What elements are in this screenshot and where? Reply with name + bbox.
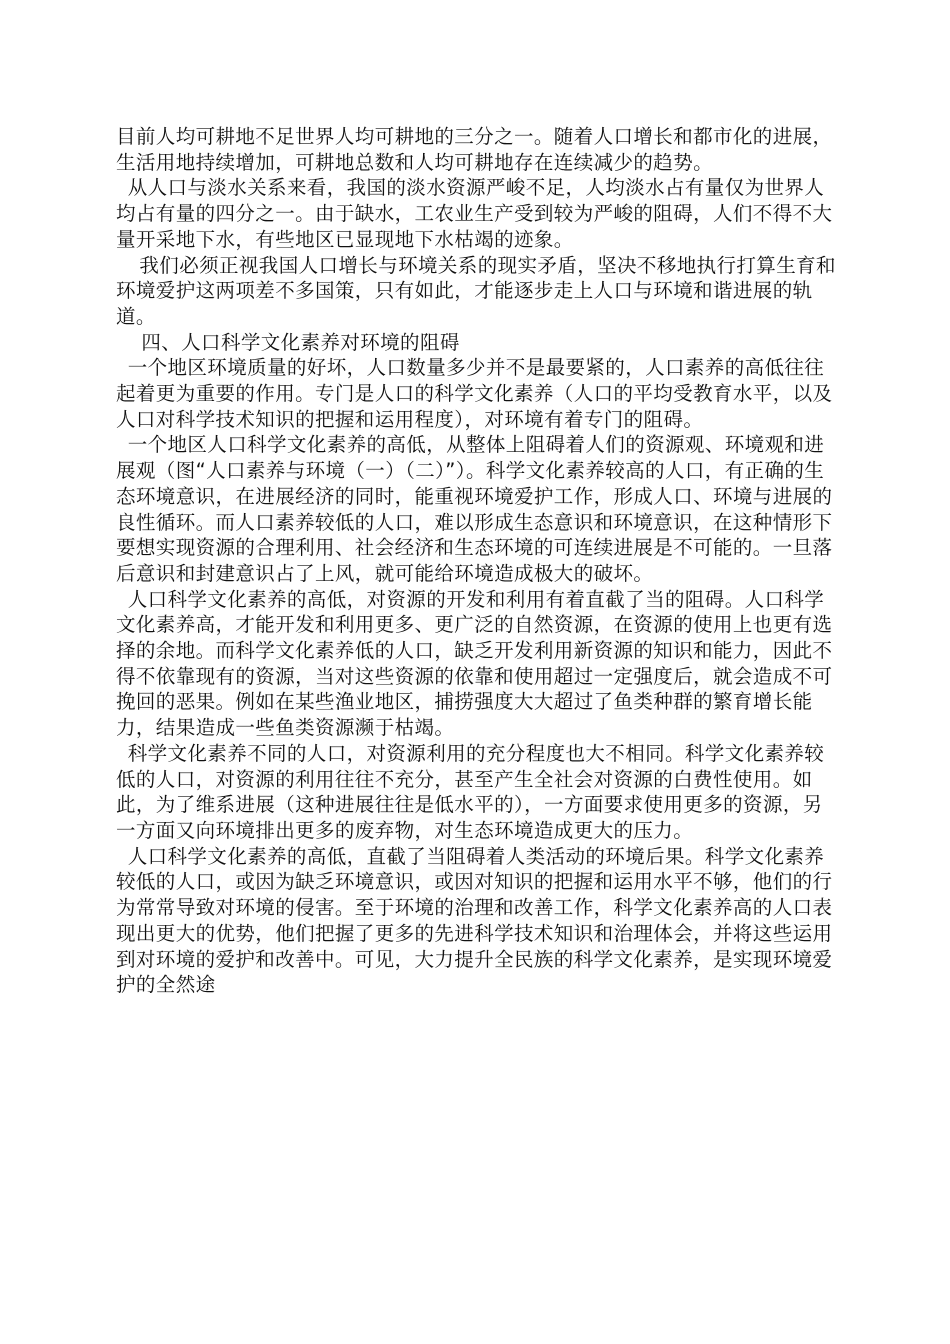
paragraph-environmental-consequences: 人口科学文化素养的高低，直截了当阻碍着人类活动的环境后果。科学文化素养较低的人口，或因为缺乏环境意识，或因对知识的把握和运用水平不够，他们的行为常常导致对环境的侵害。至于环境的治理和改善工作，科学文化素养高的人口表现出更大的优势，他们把握了更多的先进科学技术知识和治理体会，并将这些运用到对环境的爱护和改善中。可见，大力提升全民族的科学文化素养，是实现环境爱护的全然途 [116,844,833,997]
paragraph-resource-development: 人口科学文化素养的高低，对资源的开发和利用有着直截了当的阻碍。人口科学文化素养高，才能开发和利用更多、更广泛的自然资源，在资源的使用上也更有选择的余地。而科学文化素养低的人口，缺乏开发利用新资源的知识和能力，因此不得不依靠现有的资源，当对这些资源的依靠和使用超过一定强度后，就会造成不可挽回的恶果。例如在某些渔业地区，捕捞强度大大超过了鱼类种群的繁育增长能力，结果造成一些鱼类资源濒于枯竭。 [116,587,833,740]
document-body [116,124,836,998]
paragraph-resource-usage: 科学文化素养不同的人口，对资源利用的充分程度也大不相同。科学文化素养较低的人口，对资源的利用往往不充分，甚至产生全社会对资源的白费性使用。如此，为了维系进展（这种进展往往是低水平的），一方面要求使用更多的资源，另一方面又向环境排出更多的废弃物，对生态环境造成更大的压力。 [116,741,825,842]
paragraph-views: 一个地区人口科学文化素养的高低，从整体上阻碍着人们的资源观、环境观和进展观（图“人口素养与环境（一）（二）”）。科学文化素养较高的人口，有正确的生态环境意识，在进展经济的同时，能重视环境爱护工作，形成人口、环境与进展的良性循环。而人口素养较低的人口，难以形成生态意识和环境意识，在这种情形下要想实现资源的合理利用、社会经济和生态环境的可连续进展是不可能的。一旦落后意识和封建意识占了上风，就可能给环境造成极大的破坏。 [116,433,833,585]
paragraph-arable-land: 目前人均可耕地不足世界人均可耕地的三分之一。随着人口增长和都市化的进展，生活用地持续增加，可耕地总数和人均可耕地存在连续减少的趋势。 [116,125,833,174]
paragraph-quality: 一个地区环境质量的好坏，人口数量多少并不是最要紧的，人口素养的高低往往起着更为重要的作用。专门是人口的科学文化素养（人口的平均受教育水平，以及人口对科学技术知识的把握和运用程度），对环境有着专门的阻碍。 [116,356,833,431]
paragraph-policy: 我们必须正视我国人口增长与环境关系的现实矛盾，坚决不移地执行打算生育和环境爱护这两项差不多国策，只有如此，才能逐步走上人口与环境和谐进展的轨道。 [116,253,836,328]
section-heading: 四、人口科学文化素养对环境的阻碍 [141,330,460,354]
paragraph-fresh-water: 从人口与淡水关系来看，我国的淡水资源严峻不足，人均淡水占有量仅为世界人均占有量的四分之一。由于缺水，工农业生产受到较为严峻的阻碍，人们不得不大量开采地下水，有些地区已显现地下水枯竭的迹象。 [116,176,833,251]
